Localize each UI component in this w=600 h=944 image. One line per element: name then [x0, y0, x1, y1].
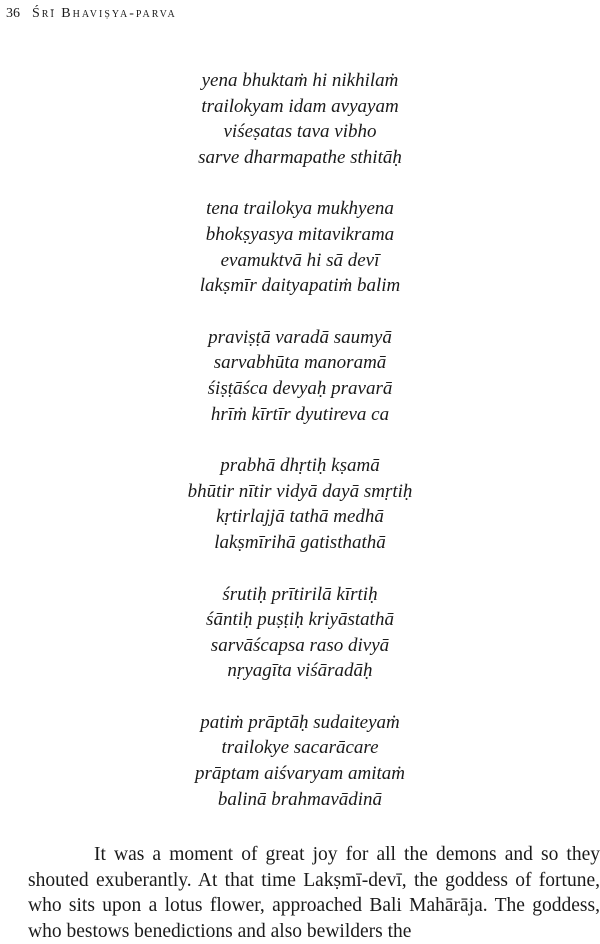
verse-line: praviṣṭā varadā saumyā	[208, 326, 392, 348]
verse-line: bhūtir nītir vidyā dayā smṛtiḥ	[187, 480, 413, 502]
verse-line: kṛtirlajjā tathā medhā	[216, 506, 384, 528]
verse-line: śiṣṭāśca devyaḥ pravarā	[207, 377, 393, 399]
verse-line: prabhā dhṛtiḥ kṣamā	[220, 455, 380, 477]
verse-line: viśeṣatas tava vibho	[223, 121, 377, 143]
verse-stanza	[0, 68, 600, 170]
verse-line: evamuktvā hi sā devī	[220, 249, 380, 271]
verse-block	[0, 68, 600, 838]
verse-line: hrīṁ kīrtīr dyutireva ca	[210, 403, 390, 425]
verse-line: sarvāścapsa raso divyā	[210, 634, 390, 656]
verse-line: prāptam aiśvaryam amitaṁ	[194, 763, 406, 785]
verse-line: patiṁ prāptāḥ sudaiteyaṁ	[200, 711, 400, 733]
verse-stanza	[0, 453, 600, 555]
verse-stanza	[0, 196, 600, 298]
verse-stanza	[0, 710, 600, 812]
page-header	[6, 6, 177, 22]
verse-line: lakṣmīrihā gatisthathā	[214, 531, 386, 553]
verse-line: balinā brahmavādinā	[217, 788, 383, 810]
verse-line: trailokye sacarācare	[221, 737, 379, 759]
verse-line: śāntiḥ puṣṭiḥ kriyāstathā	[206, 609, 394, 631]
running-title: Śrī Bhaviṣya-parva	[32, 6, 177, 21]
verse-line: sarvabhūta manoramā	[213, 352, 387, 374]
verse-line: nṛyagīta viśāradāḥ	[227, 660, 373, 682]
verse-line: bhokṣyasya mitavikrama	[205, 223, 395, 245]
verse-line: śrutiḥ prītirilā kīrtiḥ	[222, 583, 378, 605]
verse-line: tena trailokya mukhyena	[206, 198, 394, 220]
verse-stanza	[0, 582, 600, 684]
verse-line: trailokyam idam avyayam	[201, 95, 399, 117]
prose-paragraph: It was a moment of great joy for all the demons and so they shouted exuberantly. At that time Lakṣmī-devī, the goddess of fortune, who sits upon a lotus flower, approached Bali Mahārāja. The goddess, who bestows benedictions and also bewilders the	[28, 844, 600, 942]
verse-line: sarve dharmapathe sthitāḥ	[198, 146, 402, 168]
verse-line: yena bhuktaṁ hi nikhilaṁ	[201, 70, 399, 91]
page-number: 36	[6, 6, 20, 21]
verse-line: lakṣmīr daityapatiṁ balim	[199, 275, 401, 297]
verse-stanza	[0, 325, 600, 427]
